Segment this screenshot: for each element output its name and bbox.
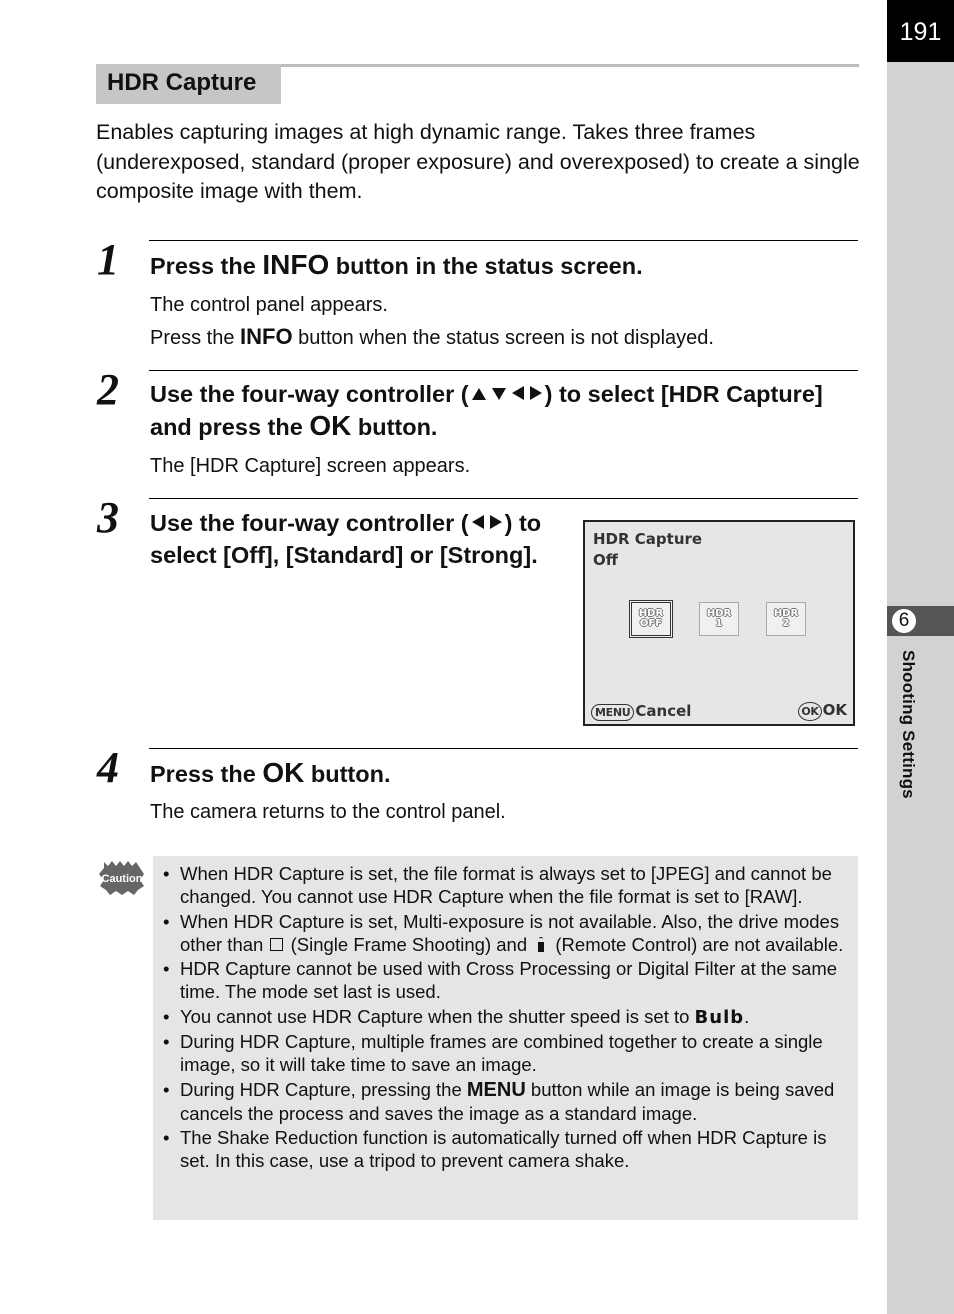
page-number: 191	[887, 0, 954, 62]
caution-icon	[98, 860, 146, 896]
step-3-rule	[149, 498, 858, 499]
step-1-rule	[149, 240, 858, 241]
screen-title: HDR Capture	[593, 530, 703, 548]
step-2-body: The [HDR Capture] screen appears.	[150, 455, 471, 477]
ok-hint: OK OK	[798, 701, 847, 721]
ok-button-icon: OK	[798, 702, 821, 721]
up-arrow-icon	[472, 388, 486, 400]
caution-item: • During HDR Capture, multiple frames are combined together to create a single image, so it will take time to save an image.	[160, 1030, 852, 1076]
left-arrow-icon	[472, 515, 484, 529]
step-2-title: Use the four-way controller ( ) to select [HDR Capture] and press the OK button.	[150, 381, 823, 441]
hdr-capture-screen	[583, 520, 855, 726]
menu-key: MENU	[466, 1078, 526, 1101]
chapter-number: 6	[892, 609, 916, 633]
caution-item: • During HDR Capture, pressing the MENU button while an image is being saved cancels the process and saves the image as a standard image.	[160, 1078, 852, 1125]
caution-list	[160, 862, 852, 1174]
right-arrow-icon	[490, 515, 502, 529]
caution-item: • The Shake Reduction function is automatically turned off when HDR Capture is set. In this case, use a tripod to prevent camera shake.	[160, 1126, 852, 1172]
svg-text:Caution: Caution	[101, 873, 143, 885]
chapter-title: Shooting Settings	[899, 650, 918, 799]
intro-paragraph: Enables capturing images at high dynamic range. Takes three frames (underexposed, standard (proper exposure) and overexposed) to create a single composite image with them.	[96, 120, 860, 203]
cancel-hint: MENU Cancel	[591, 702, 691, 721]
caution-item: • When HDR Capture is set, Multi-exposure is not available. Also, the drive modes other than (Single Frame Shooting) and (Remote Control) are not available.	[160, 910, 852, 956]
caution-item: • When HDR Capture is set, the file format is always set to [JPEG] and cannot be changed. You cannot use HDR Capture when the file format is set to [RAW].	[160, 862, 852, 908]
remote-control-icon	[538, 937, 544, 952]
step-4-body: The camera returns to the control panel.	[150, 801, 506, 823]
hdr-standard-icon[interactable]: HDR 1	[699, 602, 739, 636]
step-2-number: 2	[97, 365, 119, 414]
step-3-number: 3	[97, 493, 119, 542]
down-arrow-icon	[492, 388, 506, 400]
hdr-off-icon[interactable]: HDR OFF	[629, 600, 673, 638]
screen-value: Off	[593, 551, 618, 569]
right-arrow-icon	[530, 386, 542, 400]
screen-footer	[591, 700, 847, 722]
menu-button-icon: MENU	[591, 704, 634, 721]
step-4-rule	[149, 748, 858, 749]
caution-item: • HDR Capture cannot be used with Cross Processing or Digital Filter at the same time. The mode set last is used.	[160, 957, 852, 1003]
info-key: INFO	[262, 249, 330, 280]
step-4-number: 4	[97, 743, 119, 792]
ok-key: OK	[309, 410, 352, 441]
info-key: INFO	[240, 324, 293, 349]
step-2-rule	[149, 370, 858, 371]
ok-key: OK	[262, 757, 305, 788]
single-frame-icon	[270, 938, 283, 951]
left-arrow-icon	[512, 386, 524, 400]
caution-item: • You cannot use HDR Capture when the shutter speed is set to Bulb.	[160, 1005, 852, 1029]
section-title: HDR Capture	[96, 64, 281, 104]
bulb-key: Bulb	[694, 1006, 745, 1028]
step-1-body: The control panel appears.	[150, 294, 388, 316]
step-1-note: Press the INFO button when the status screen is not displayed.	[150, 324, 714, 349]
step-1-title: Press the INFO button in the status screen.	[150, 249, 643, 280]
hdr-strong-icon[interactable]: HDR 2	[766, 602, 806, 636]
step-1-number: 1	[97, 235, 119, 284]
step-4-title: Press the OK button.	[150, 757, 391, 788]
step-3-title: Use the four-way controller ( ) to select [Off], [Standard] or [Strong].	[150, 510, 542, 568]
